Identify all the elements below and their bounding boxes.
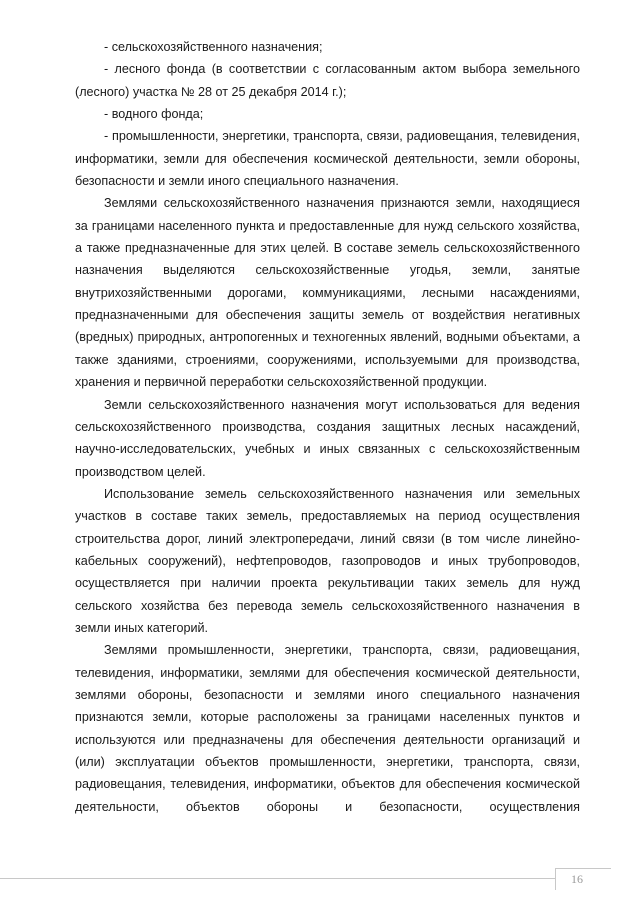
list-item-forest-fund: - лесного фонда (в соответствии с согласованным актом выбора земельного (лесного) участка № 28 от 25 декабря 2014 г.); [75,62,580,99]
paragraph-agricultural-lands-construction: Использование земель сельскохозяйственного назначения или земельных участков в составе таких земель, предоставляемых на период осуществления строительства дорог, линий электропередачи, линий связи (в том числе линейно-кабельных сооружений), нефтепроводов, газопроводов и иных трубопроводов, осуществляется при наличии проекта рекультивации таких земель для нужд сельского хозяйства без перевода земель сельскохозяйственного назначения в земли иных категорий. [75,486,580,635]
document-body [75,36,580,818]
page-number: 16 [571,872,583,886]
list-item-industry: - промышленности, энергетики, транспорта, связи, радиовещания, телевидения, информатики, земли для обеспечения космической деятельности, земли обороны, безопасности и земли иного специального назначения. [75,129,580,189]
paragraph-agricultural-lands-definition: Землями сельскохозяйственного назначения признаются земли, находящиеся за границами населенного пункта и предоставленные для нужд сельского хозяйства, а также предназначенные для этих целей. В составе земель сельскохозяйственного назначения выделяются сельскохозяйственные угодья, земли, занятые внутрихозяйственными дорогами, коммуникациями, лесными насаждениями, предназначенными для обеспечения защиты земель от воздействия негативных (вредных) природных, антропогенных и техногенных явлений, водными объектами, а также зданиями, строениями, сооружениями, используемыми для производства, хранения и первичной переработки сельскохозяйственной продукции. [75,196,580,390]
footer-divider [0,878,555,879]
list-item-agricultural: - сельскохозяйственного назначения; [104,40,323,54]
paragraph-agricultural-lands-use: Земли сельскохозяйственного назначения могут использоваться для ведения сельскохозяйственного производства, создания защитных лесных насаждений, научно-исследовательских, учебных и иных связанных с сельскохозяйственным производством целей. [75,397,580,479]
paragraph-industrial-lands-definition: Землями промышленности, энергетики, транспорта, связи, радиовещания, телевидения, информатики, землями для обеспечения космической деятельности, землями обороны, безопасности и землями иного специального назначения признаются земли, которые расположены за границами населенных пунктов и используются или предназначены для обеспечения деятельности организаций и (или) эксплуатации объектов промышленности, энергетики, транспорта, связи, радиовещания, телевидения, информатики, объектов для обеспечения космической деятельности, объектов обороны и безопасности, осуществления [75,643,580,814]
list-item-water-fund: - водного фонда; [104,107,204,122]
page-number-frame [555,868,611,890]
